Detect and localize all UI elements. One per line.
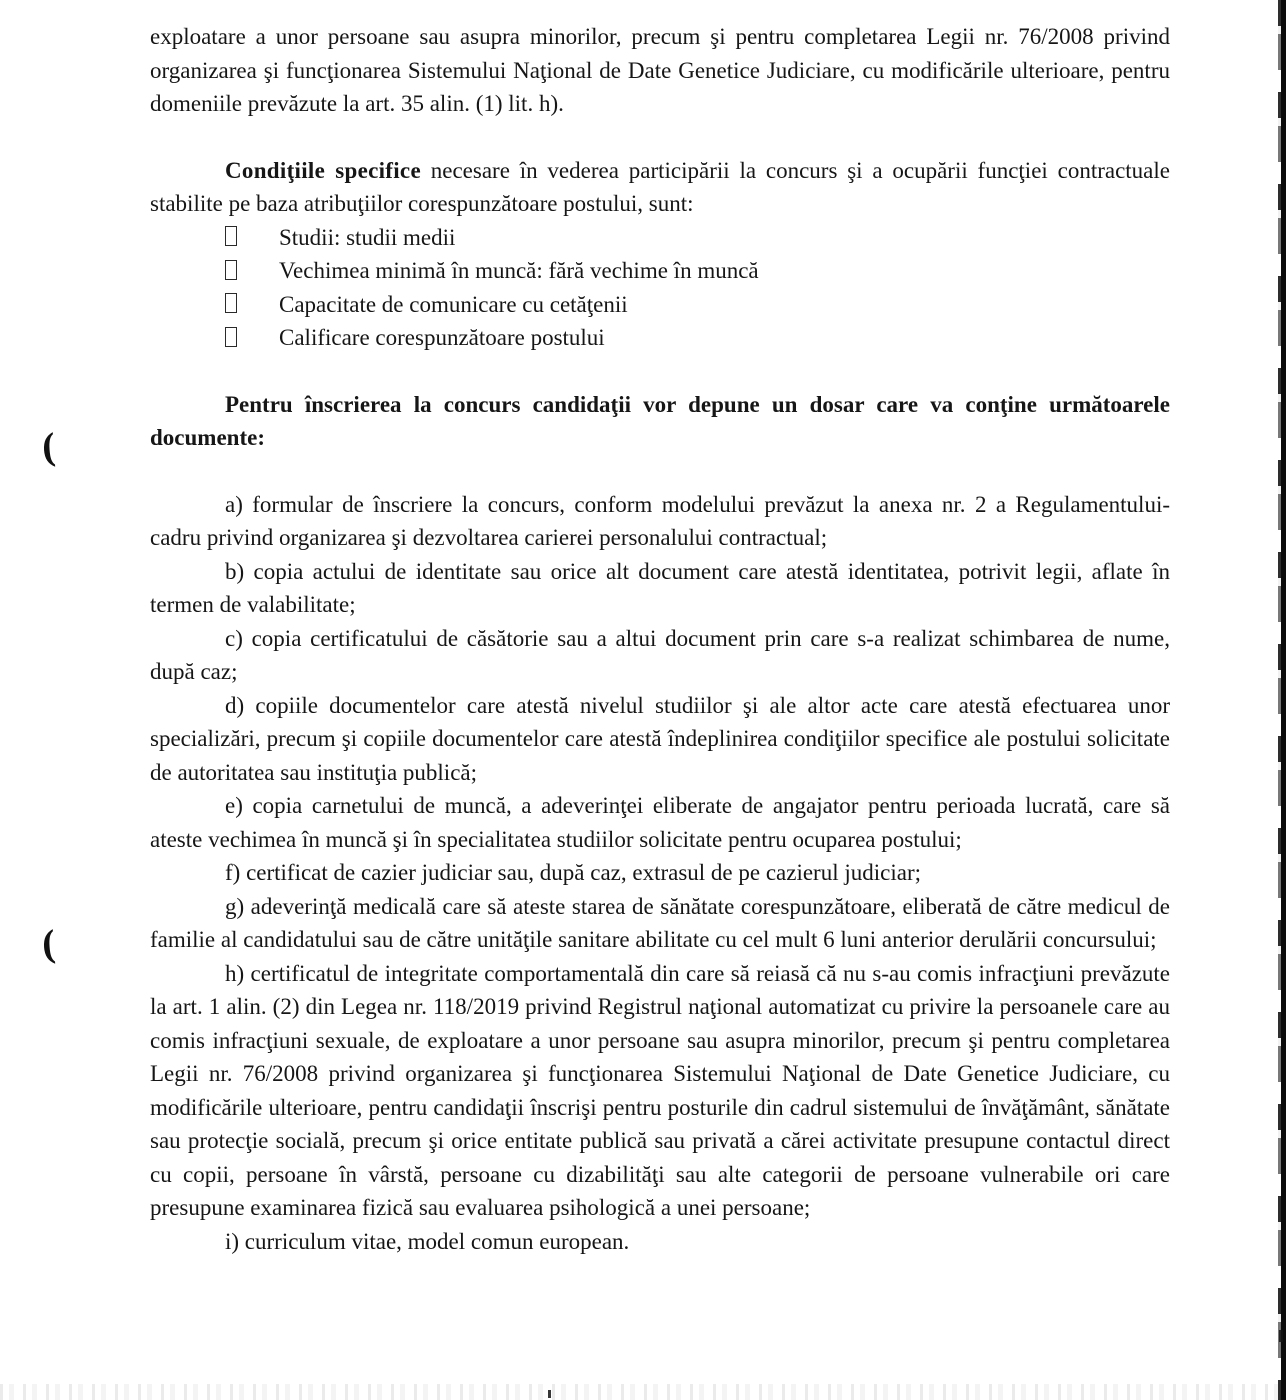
list-item-e: e) copia carnetului de muncă, a adeverinţei eliberate de angajator pentru perioada lucrată, care să ateste vechimea în muncă şi în specialitatea studiilor solicitate pentru ocuparea postului; [150,793,1170,852]
document-requirements-list [150,488,1170,1259]
list-item-c: c) copia certificatului de căsătorie sau a altui document prin care s-a realizat schimbarea de nume, după caz; [150,625,1170,684]
bullet-item-label: Capacitate de comunicare cu cetăţenii [279,291,628,317]
list-item-h: h) certificatul de integritate comportamentală din care să reiasă că nu s-au comis infracţiuni prevăzute la art. 1 alin. (2) din Legea nr. 118/2019 privind Registrul naţional automatizat cu privire la persoanele care au comis infracţiuni sexuale, de exploatare a unor persoane sau asupra minorilor, precum şi pentru completarea Legii nr. 76/2008 privind organizarea şi funcţionarea Sistemului Naţional de Date Genetice Judiciare, cu modificările ulterioare, pentru candidaţii înscrişi pentru posturile din cadrul sistemului de învăţământ, sănătate sau protecţie socială, precum şi orice entitate publică sau privată a cărei activitate presupune contactul direct cu copii, persoane în vârstă, persoane cu dizabilităţi sau alte categorii de persoane vulnerabile ori care presupune examinarea fizică sau evaluarea psihologică a unei persoane; [150,960,1170,1220]
handwritten-paren-mark: ( [39,424,57,471]
scan-artifact-bottom-edge [0,1384,1286,1400]
list-item-a: a) formular de înscriere la concurs, conform modelului prevăzut la anexa nr. 2 a Regulamentului-cadru privind organizarea şi dezvoltarea carierei personalului contractual; [150,491,1170,550]
bullet-item-label: Studii: studii medii [279,224,456,250]
bullet-item-label: Calificare corespunzătoare postului [279,325,605,350]
handwritten-paren-mark: ( [39,921,57,968]
paragraph-specific-conditions [150,154,1170,221]
document-text-block [150,20,1170,1258]
checkbox-bullet-icon [225,293,237,313]
scan-speck [1279,1330,1283,1342]
checkbox-bullet-icon [225,327,237,347]
list-item [150,321,1170,355]
list-item-b: b) copia actului de identitate sau orice alt document care atestă identitatea, potrivit legii, aflate în termen de valabilitate; [150,558,1170,617]
list-item [150,254,1170,288]
list-item-d: d) copiile documentelor care atestă nivelul studiilor şi ale altor acte care atestă efectuarea unor specializări, precum şi copiile documentelor care atestă îndeplinirea condiţiilor specifice ale postului solicitate de autoritatea sau instituţia publică; [150,692,1170,785]
specific-conditions-text: necesare în vederea participării la concurs şi a ocupării funcţiei contractuale stabilite pe baza atribuţiilor corespunzătoare postului, sunt: [150,157,1170,216]
list-item-g: g) adeverinţă medicală care să ateste starea de sănătate corespunzătoare, eliberată de către medicul de familie al candidatului sau de către unităţile sanitare abilitate cu cel mult 6 luni anterior derulării concursului; [150,893,1170,952]
paragraph-dossier-intro: Pentru înscrierea la concurs candidaţii vor depune un dosar care va conţine următoarele documente: [150,391,1170,450]
checkbox-bullet-icon [225,260,237,280]
checkbox-bullet-icon [225,226,237,246]
conditions-bullet-list [150,221,1170,355]
list-item-i: i) curriculum vitae, model comun european. [225,1228,630,1254]
list-item-f: f) certificat de cazier judiciar sau, după caz, extrasul de pe cazierul judiciar; [225,860,921,885]
bullet-item-label: Vechimea minimă în muncă: fără vechime în muncă [279,258,759,283]
scan-artifact-right-edge [1281,0,1286,1400]
scan-speck [548,1390,551,1398]
paragraph-legal-continuation: exploatare a unor persoane sau asupra minorilor, precum şi pentru completarea Legii nr. 76/2008 privind organizarea şi funcţionarea Sistemului Naţional de Date Genetice Judiciare, cu modificările ulterioare, pentru domeniile prevăzute la art. 35 alin. (1) lit. h). [150,24,1170,116]
list-item [150,221,1170,255]
specific-conditions-heading: Condiţiile specifice [225,157,421,183]
list-item [150,288,1170,322]
